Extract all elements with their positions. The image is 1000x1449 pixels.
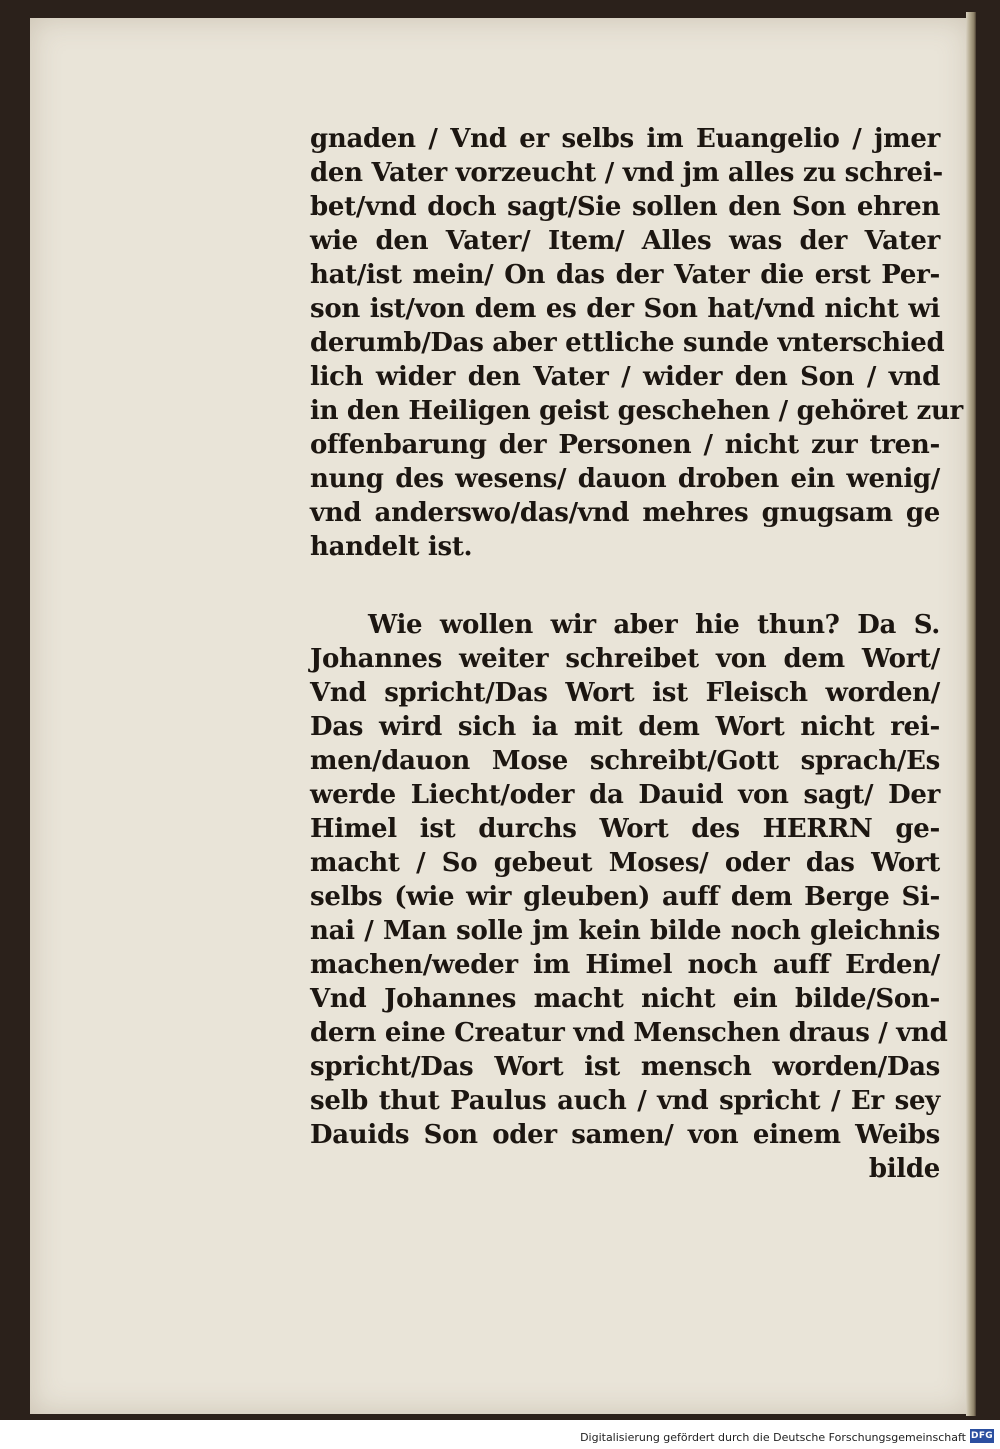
- text-line: son ist/von dem es der Son hat/vnd nicht wi: [310, 294, 940, 324]
- text-line: macht / So gebeut Moses/ oder das Wort: [310, 848, 940, 878]
- text-line: werde Liecht/oder da Dauid von sagt/ Der: [310, 780, 940, 810]
- text-line: machen/weder im Himel noch auff Erden/: [310, 950, 940, 980]
- dfg-logo-icon: DFG: [971, 1431, 993, 1441]
- text-line: Johannes weiter schreibet von dem Wort/: [310, 644, 940, 674]
- funding-credit: Digitalisierung gefördert durch die Deutsche Forschungsgemeinschaft: [580, 1431, 966, 1444]
- text-line: offenbarung der Personen / nicht zur tren-: [310, 430, 940, 460]
- catchword: bilde: [868, 1154, 940, 1184]
- text-line: Das wird sich ia mit dem Wort nicht rei-: [310, 712, 940, 742]
- text-line: Vnd Johannes macht nicht ein bilde/Son-: [310, 984, 940, 1014]
- text-line: spricht/Das Wort ist mensch worden/Das: [310, 1052, 940, 1082]
- paragraph-2: [310, 608, 948, 1186]
- text-line: selbs (wie wir gleuben) auff dem Berge Si-: [310, 882, 940, 912]
- text-block: [310, 122, 963, 1186]
- text-line: derumb/Das aber ettliche sunde vnterschied: [310, 328, 945, 358]
- text-line: selb thut Paulus auch / vnd spricht / Er sey: [310, 1086, 940, 1116]
- text-line: men/dauon Mose schreibt/Gott sprach/Es: [310, 746, 940, 776]
- text-line: vnd anderswo/das/vnd mehres gnugsam ge: [310, 498, 940, 528]
- paragraph-gap: [310, 564, 940, 608]
- paragraph-1: [310, 122, 963, 564]
- text-line: Himel ist durchs Wort des HERRN ge-: [310, 814, 940, 844]
- footer-bar: [0, 1420, 1000, 1449]
- text-line: nai / Man solle jm kein bilde noch gleichnis: [310, 916, 940, 946]
- text-line: gnaden / Vnd er selbs im Euangelio / jmer: [310, 124, 940, 154]
- text-line: Dauids Son oder samen/ von einem Weibs: [310, 1120, 940, 1150]
- text-line: Vnd spricht/Das Wort ist Fleisch worden/: [310, 678, 940, 708]
- text-line: in den Heiligen geist geschehen / gehöret zur: [310, 396, 963, 426]
- text-line: wie den Vater/ Item/ Alles was der Vater: [310, 226, 940, 256]
- text-line: bet/vnd doch sagt/Sie sollen den Son ehren: [310, 192, 940, 222]
- text-line: den Vater vorzeucht / vnd jm alles zu schrei-: [310, 158, 943, 188]
- page-edge: [966, 12, 976, 1416]
- text-line: hat/ist mein/ On das der Vater die erst Per-: [310, 260, 940, 290]
- text-line: dern eine Creatur vnd Menschen draus / vnd: [310, 1018, 948, 1048]
- text-line: lich wider den Vater / wider den Son / vnd: [310, 362, 940, 392]
- text-line: nung des wesens/ dauon droben ein wenig/: [310, 464, 940, 494]
- text-line: Wie wollen wir aber hie thun? Da S.: [368, 610, 940, 640]
- text-line: handelt ist.: [310, 532, 473, 562]
